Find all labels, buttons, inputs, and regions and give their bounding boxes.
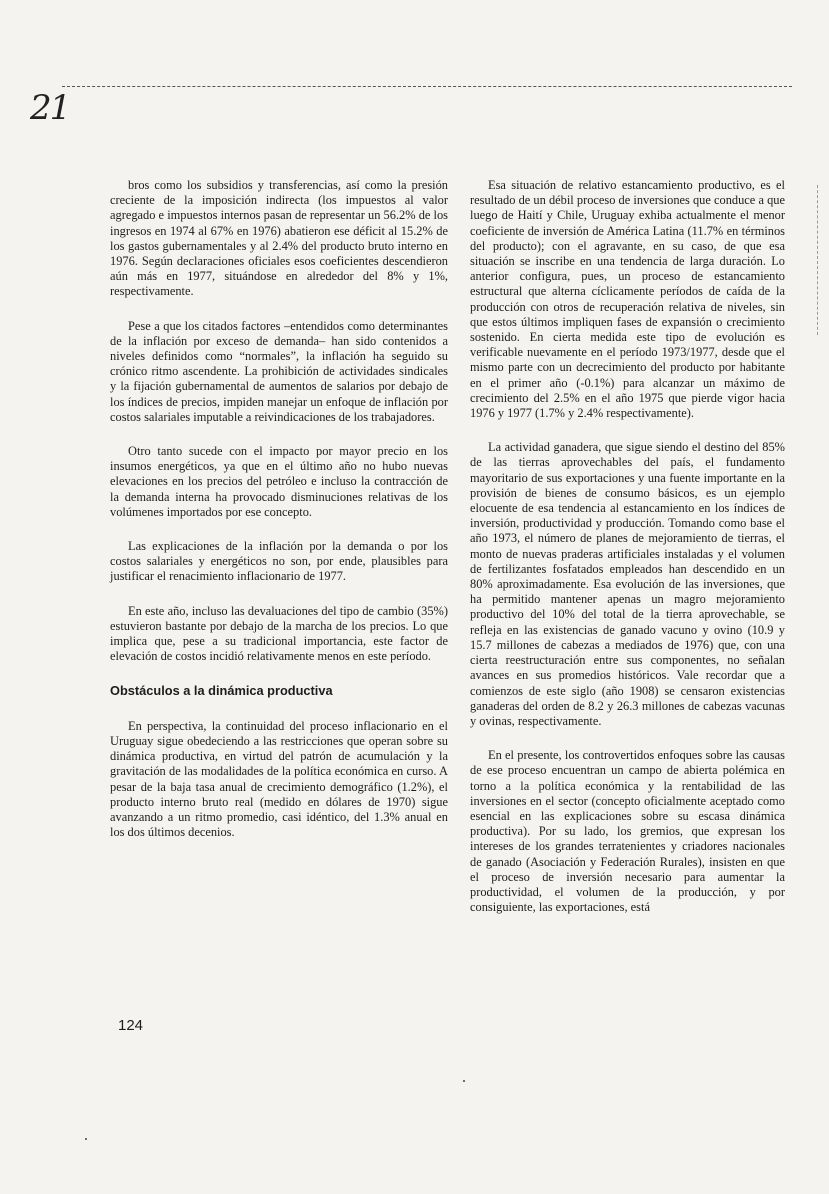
header-rule (62, 86, 792, 87)
page-number: 124 (118, 1017, 144, 1034)
paragraph: bros como los subsidios y transferencias, así como la presión creciente de la imposición indirecta (los impuestos al valor agregado e impuestos internos pasan de representar un 56.2% de los ingresos en 1974 al 67% en 1976) abatieron ese déficit al 15.2% de los gastos gubernamentales y al 2.4% del producto bruto interno en 1976. Según declaraciones oficiales esos coeficientes descendieron aún más en 1977, situándose en alrededor del 8% y 1%, respectivamente. (110, 178, 448, 299)
right-column (470, 178, 785, 934)
paragraph: La actividad ganadera, que sigue siendo el destino del 85% de las tierras aprovechables del país, el fundamento mayoritario de sus exportaciones y una fuente importante en la provisión de bienes de consumo básicos, es un ejemplo elocuente de esa tendencia al estancamiento en los índices de inversión, productividad y producción. Tomando como base el año 1973, el número de planes de mejoramiento de tierras, el monto de nuevas praderas artificiales instaladas y el volumen de fertilizantes fosfatados empleados han descendido en un 80% aproximadamente. Esa evolución de las inversiones, que ha permitido mantener apenas un magro mejoramiento productivo del 10% del total de la tierra aprovechable, se refleja en las existencias de ganado vacuno y ovino (10.9 y 15.7 millones de cabezas a mediados de 1976) que, con una cierta reestructuración entre sus componentes, no señalan avances en sus promedios históricos. Vale recordar que a comienzos de este siglo (año 1908) se censaron existencias ganaderas del orden de 8.2 y 26.3 millones de cabezas vacunas y ovinas, respectivamente. (470, 440, 785, 728)
left-column (110, 178, 448, 859)
margin-mark (817, 185, 818, 335)
section-heading: Obstáculos a la dinámica productiva (110, 683, 333, 699)
scan-speck (85, 1138, 87, 1140)
paragraph: En el presente, los controvertidos enfoques sobre las causas de ese proceso encuentran un campo de abierta polémica en torno a la política económica y la rentabilidad de las inversiones en el sector (concepto oficialmente aceptado como esencial en las explicaciones sobre su escasa dinámica productiva). Por su lado, los gremios, que expresan los intereses de los grandes terratenientes y criadores nacionales de ganado (Asociación y Federación Rurales), insisten en que el proceso de inversión necesario para aumentar la productividad, el volumen de la producción, y por consiguiente, las exportaciones, está (470, 748, 785, 915)
paragraph: En este año, incluso las devaluaciones del tipo de cambio (35%) estuvieron bastante por debajo de la marcha de los precios. Lo que implica que, pese a su tradicional importancia, este factor de elevación de costos incidió relativamente menos en este período. (110, 603, 448, 664)
paragraph: Otro tanto sucede con el impacto por mayor precio en los insumos energéticos, ya que en el último año no hubo nuevas elevaciones en los precios del petróleo e incluso la contracción de la demanda interna ha provocado disminuciones relativas de los volúmenes importados por ese concepto. (110, 444, 448, 519)
paragraph: Las explicaciones de la inflación por la demanda o por los costos salariales y energéticos no son, por ende, plausibles para justificar el renacimiento inflacionario de 1977. (110, 539, 448, 584)
paragraph: Esa situación de relativo estancamiento productivo, es el resultado de un débil proceso de inversiones que conduce a que luego de Haití y Chile, Uruguay exhiba actualmente el menor coeficiente de inversión de América Latina (11.7% en términos del producto); con el agravante, en su caso, de que esa situación se inscribe en una tendencia de larga duración. Lo anterior configura, pues, un proceso de estancamiento estructural que alterna cíclicamente períodos de caída de la producción con otros de recuperación relativa de niveles, sin que estos últimos impliquen fases de expansión o crecimiento sostenido. En cierta medida este tipo de evolución es verificable nuevamente en el período 1973/1977, desde que el mismo parte con un decrecimiento del producto por habitante en el primer año (-0.1%) para alcanzar un máximo de crecimiento del 2.5% en el año 1975 que pierde vigor hacia 1976 y 1977 (1.7% y 2.4% respectivamente). (470, 178, 785, 421)
scan-speck (463, 1080, 465, 1082)
paragraph: Pese a que los citados factores –entendidos como determinantes de la inflación por exceso de demanda– han sido contenidos a niveles definidos como “normales”, la inflación ha seguido su crónico ritmo ascendente. La prohibición de actividades sindicales y la fijación gubernamental de aumentos de salarios por debajo de los índices de precios, impiden manejar un enfoque de inflación por costos salariales imputable a reivindicaciones de los trabajadores. (110, 318, 448, 424)
handwritten-annotation: 21 (30, 88, 70, 128)
paragraph: En perspectiva, la continuidad del proceso inflacionario en el Uruguay sigue obedeciendo a las restricciones que operan sobre su dinámica productiva, en virtud del patrón de acumulación y la gravitación de las modalidades de la política económica en curso. A pesar de la baja tasa anual de crecimiento demográfico (1.2%), el producto interno bruto real (medido en dólares de 1970) sigue avanzando a un ritmo promedio, casi idéntico, del 1.3% anual en los dos últimos decenios. (110, 718, 448, 840)
